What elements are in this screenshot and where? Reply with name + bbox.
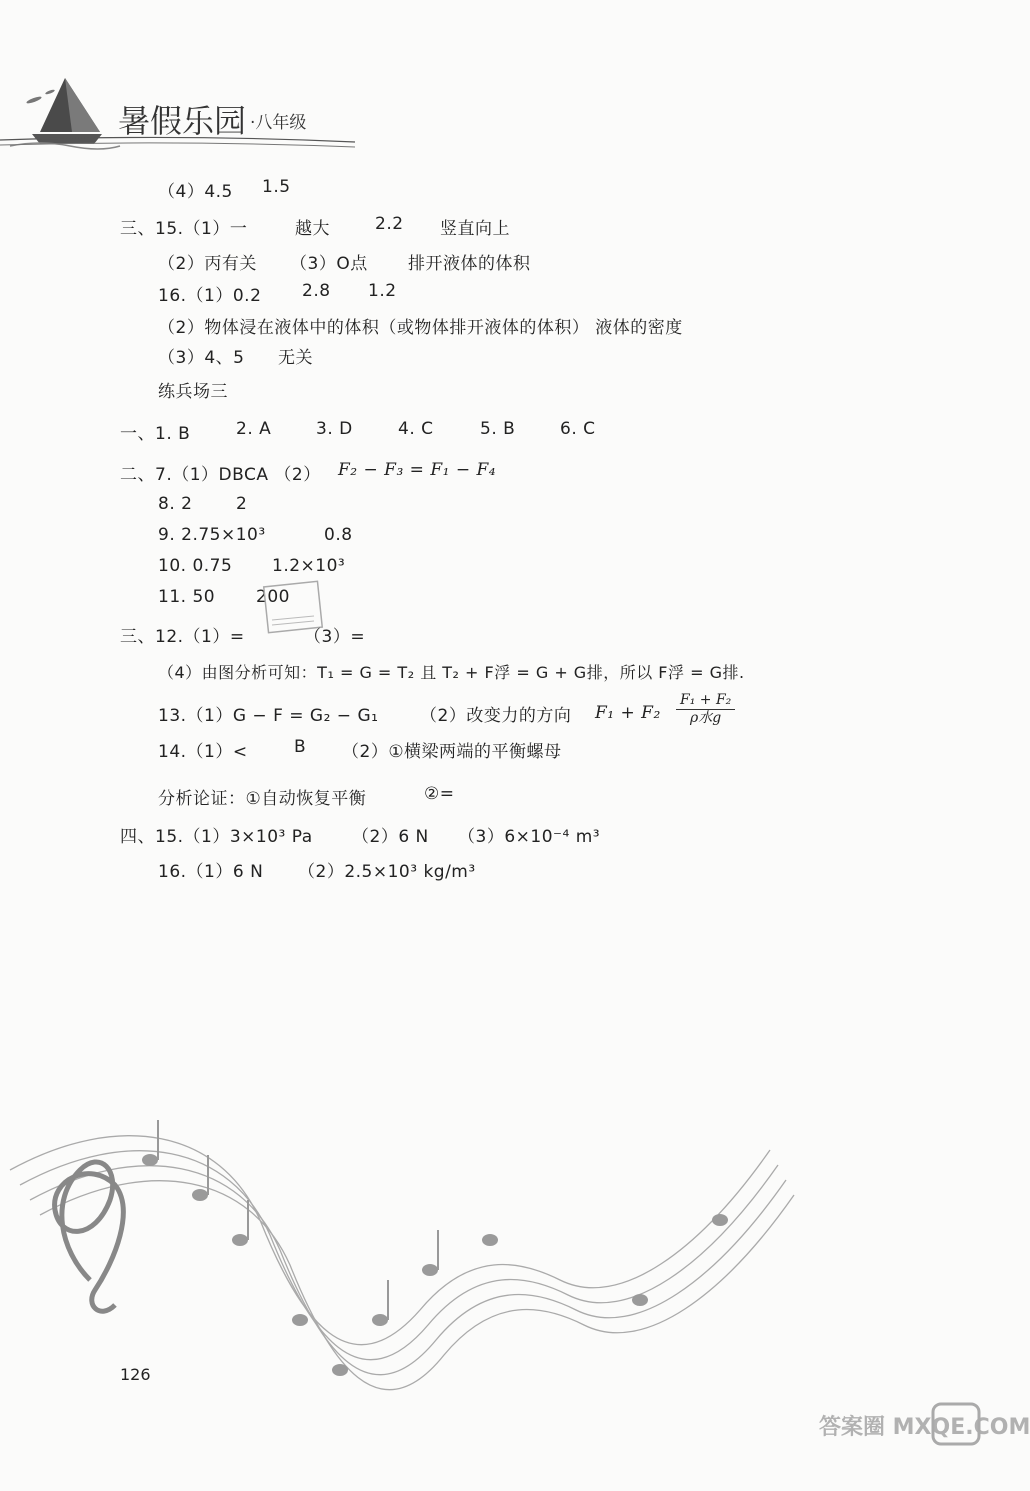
answer-line: 4. C [398,419,434,439]
answer-line: （4）由图分析可知：T₁ = G = T₂ 且 T₂ + F浮 = G + G排，所以 F浮 = G排. [158,663,745,682]
answer-line: 1.5 [262,177,291,197]
answer-line: 二、7.（1）DBCA （2） [120,465,321,485]
fraction [676,692,735,727]
answer-line: （3）= [304,627,366,647]
answer-line: （2）2.5×10³ kg/m³ [298,862,476,882]
watermark [815,1400,1030,1484]
answer-line: 一、1. B [120,424,191,444]
answer-line: （3）6×10⁻⁴ m³ [458,827,601,847]
answer-line: 1.2 [368,281,397,301]
answer-line: 无关 [278,348,313,368]
answer-line: （2）6 N [352,827,429,847]
answer-line: 9. 2.75×10³ [158,525,266,545]
header-subtitle: ·八年级 [250,113,307,133]
answer-line: 200 [256,587,290,607]
answer-line: 10. 0.75 [158,556,233,576]
answer-line: 三、12.（1）= [120,627,245,647]
answer-line: （2）改变力的方向 [420,706,572,726]
answer-line: 8. 2 [158,494,193,514]
formula: F₂ − F₃ = F₁ − F₄ [338,460,497,480]
answer-line: 1.2×10³ [272,556,346,576]
answer-line: 四、15.（1）3×10³ Pa [120,827,313,847]
formula: F₁ + F₂ [595,703,661,723]
answer-line: 6. C [560,419,596,439]
fraction-numerator: F₁ + F₂ [676,692,735,710]
section-heading: 练兵场三 [158,382,228,402]
answer-line: 5. B [480,419,516,439]
answer-line: 16.（1）6 N [158,862,264,882]
answer-line: 2 [236,494,248,514]
answer-line: 排开液体的体积 [408,254,531,274]
answer-line: 14.（1）< [158,742,248,762]
answer-line: （4）4.5 [158,182,233,202]
page-number: 126 [120,1365,151,1384]
answer-line: （3）4、5 [158,348,245,368]
answer-line: 2.8 [302,281,331,301]
answer-line: B [294,737,307,757]
answer-line: （2）物体浸在液体中的体积（或物体排开液体的体积） 液体的密度 [158,318,683,338]
answer-line: 13.（1）G − F = G₂ − G₁ [158,706,379,726]
answer-line: ②= [424,784,455,804]
answer-line: （2）丙有关 [158,254,257,274]
answer-line: （3）O点 [290,254,368,274]
header-rule [0,132,360,152]
header-title: 暑假乐园 [118,102,247,140]
fraction-denominator: ρ水g [690,709,722,726]
answer-line: 三、15.（1）一 [120,219,248,239]
answer-line: 越大 [295,219,330,239]
answer-line: 0.8 [324,525,353,545]
watermark-text: 答案圈 MXQE.COM [819,1415,1030,1440]
answer-line: 3. D [316,419,353,439]
answer-line: （2）①横梁两端的平衡螺母 [342,742,562,762]
answer-line: 11. 50 [158,587,216,607]
answer-line: 竖直向上 [440,219,510,239]
answer-line: 16.（1）0.2 [158,286,262,306]
answer-line: 分析论证：①自动恢复平衡 [158,789,367,809]
answer-line: 2. A [236,419,272,439]
answer-line: 2.2 [375,214,404,234]
